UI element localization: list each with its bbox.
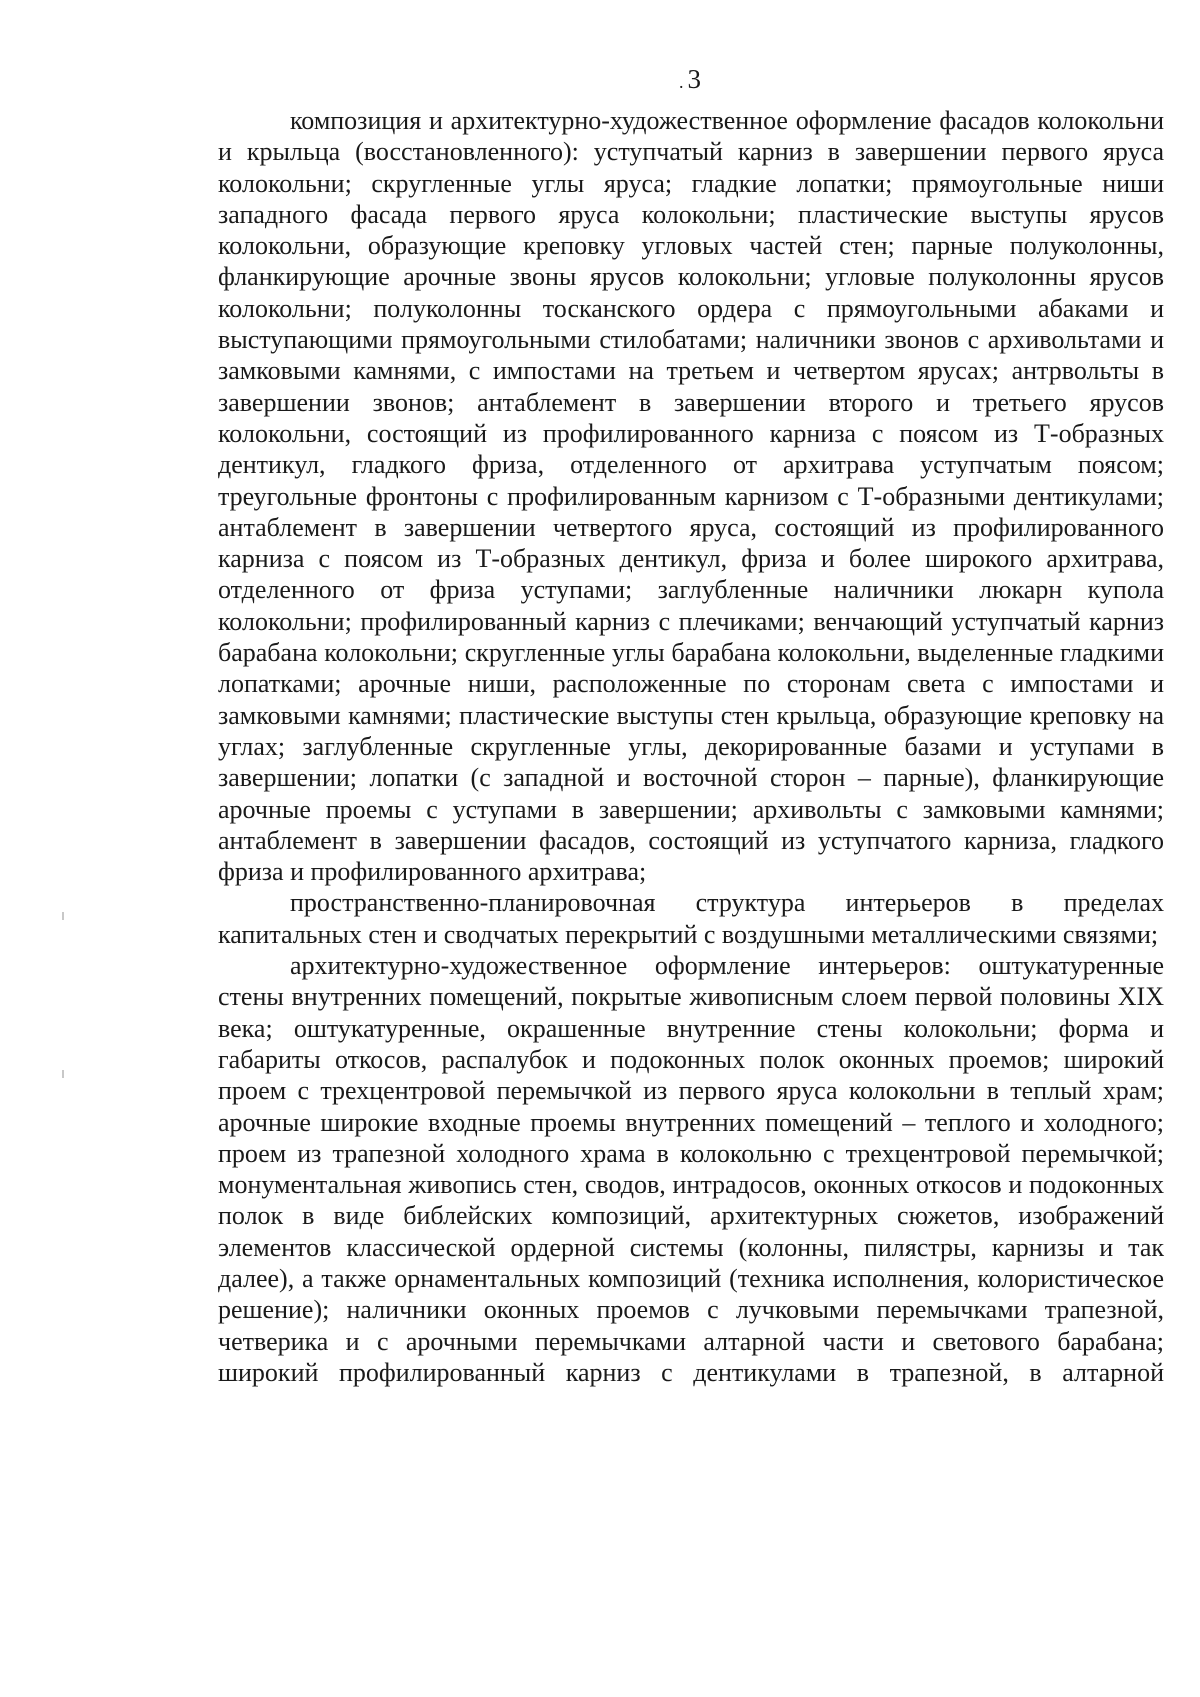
scan-margin-mark [62,912,64,920]
page-number [0,64,1200,97]
paragraph-interior-structure: пространственно-планировочная структура интерьеров в пределах капитальных стен и сводчатых перекрытий с воздушными металлическими связями; [218,888,1164,949]
paragraph-interior-decoration: архитектурно-художественное оформление интерьеров: оштукатуренные стены внутренних помещений, покрытые живописным слоем первой половины XIX века; оштукатуренные, окрашенные внутренние стены колокольни; форма и габариты откосов, распалубок и подоконных полок оконных проемов; широкий проем с трехцентровой перемычкой из первого яруса колокольни в теплый храм; арочные широкие входные проемы внутренних помещений – теплого и холодного; проем из трапезной холодного храма в колокольню с трехцентровой перемычкой; монументальная живопись стен, сводов, интрадосов, оконных откосов и подоконных полок в виде библейских композиций, архитектурных сюжетов, изображений элементов классической ордерной системы (колонны, пилястры, карнизы и так далее), а также орнаментальных композиций (техника исполнения, колористическое решение); наличники оконных проемов с лучковыми перемычками трапезной, четверика и с арочными перемычками алтарной части и светового барабана; широкий профилированный карниз с дентикулами в трапезной, в алтарной [218,951,1164,1387]
scan-margin-mark [62,1070,64,1078]
body-text [218,105,1164,1388]
paragraph-facades: композиция и архитектурно-художественное оформление фасадов колокольни и крыльца (восстановленного): уступчатый карниз в завершении первого яруса колокольни; скругленные углы яруса; гладкие лопатки; прямоугольные ниши западного фасада первого яруса колокольни; пластические выступы ярусов колокольни, образующие креповку угловых частей стен; парные полуколонны, фланкирующие арочные звоны ярусов колокольни; угловые полуколонны ярусов колокольни; полуколонны тосканского ордера с прямоугольными абаками и выступающими прямоугольными стилобатами; наличники звонов с архивольтами и замковыми камнями, с импостами на третьем и четвертом ярусах; антрвольты в завершении звонов; антаблемент в завершении второго и третьего ярусов колокольни, состоящий из профилированного карниза с поясом из Т-образных дентикул, гладкого фриза, отделенного от архитрава уступчатым поясом; треугольные фронтоны с профилированным карнизом с Т-образными дентикулами; антаблемент в завершении четвертого яруса, состоящий из профилированного карниза с поясом из Т-образных дентикул, фриза и более широкого архитрава, отделенного от фриза уступами; заглубленные наличники люкарн купола колокольни; профилированный карниз с плечиками; венчающий уступчатый карниз барабана колокольни; скругленные углы барабана колокольни, выделенные гладкими лопатками; арочные ниши, расположенные по сторонам света с импостами и замковыми камнями; пластические выступы стен крыльца, образующие креповку на углах; заглубленные скругленные углы, декорированные базами и уступами в завершении; лопатки (с западной и восточной сторон – парные), фланкирующие арочные проемы с уступами в завершении; архивольты с замковыми камнями; антаблемент в завершении фасадов, состоящий из уступчатого карниза, гладкого фриза и профилированного архитрава; [218,106,1164,887]
page-number-dot: . [679,71,684,92]
page-number-value: 3 [687,64,701,94]
